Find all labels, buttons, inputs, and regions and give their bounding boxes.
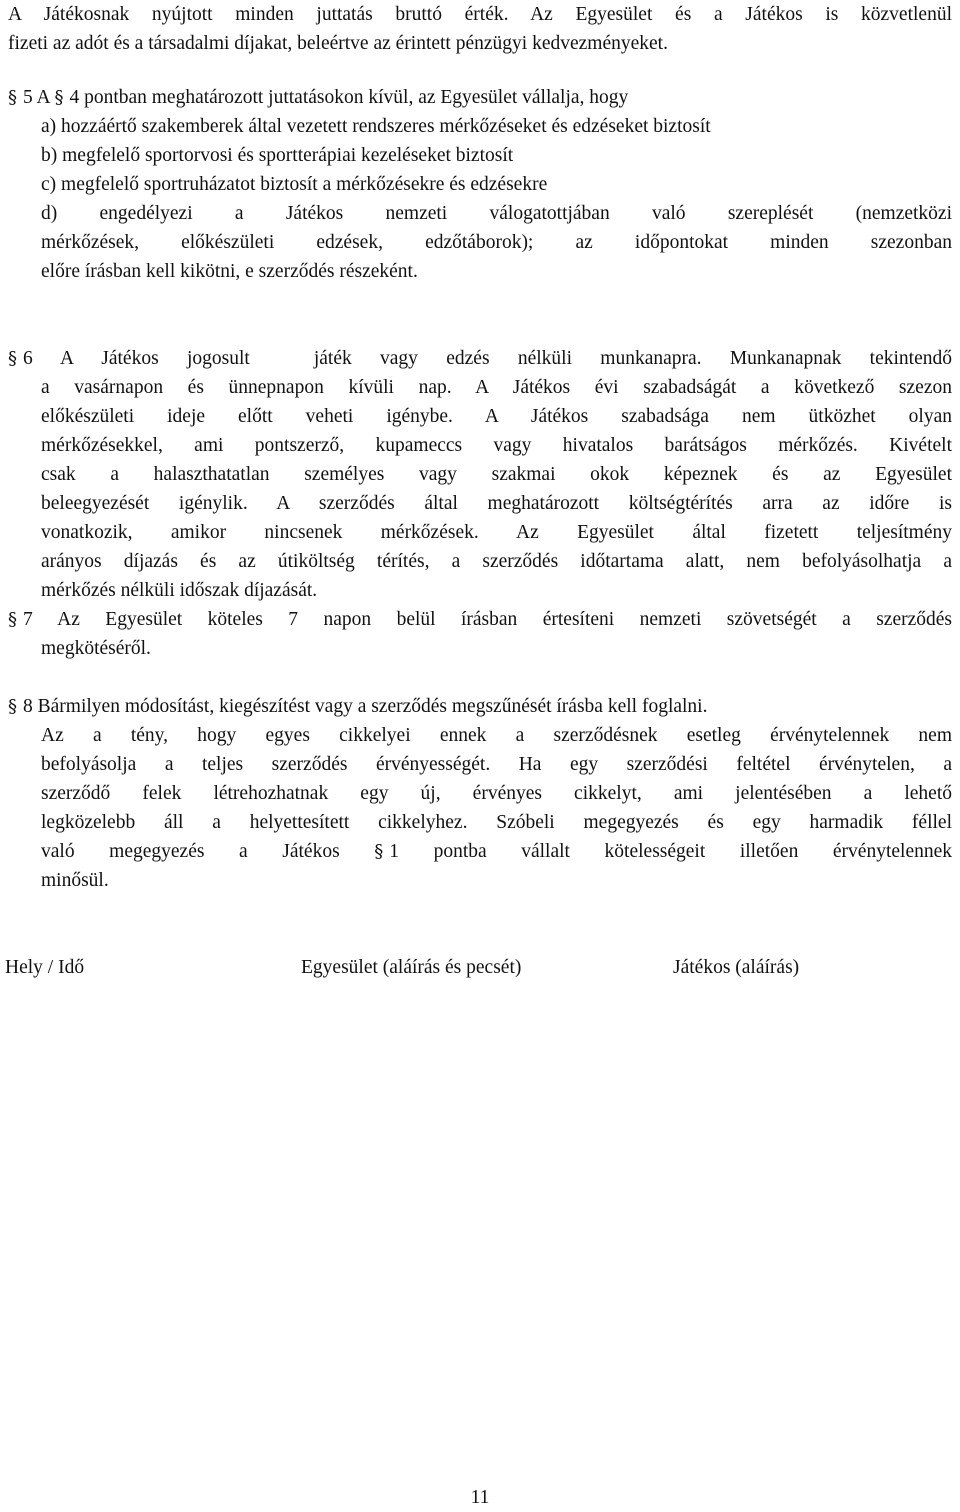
- section-5-item-d-line-3: előre írásban kell kikötni, e szerződés részeként.: [41, 261, 418, 282]
- section-8-line-3: befolyásolja a teljes szerződés érvényességét. Ha egy szerződési feltétel érvénytelen, a: [41, 754, 952, 775]
- section-6-heading-a: 6 A Játékos jogosult: [23, 348, 250, 369]
- section-7-line-1-text: 7 Az Egyesület köteles 7 napon belül írásban értesíteni nemzeti szövetségét a szerződés: [23, 609, 952, 630]
- signature-row: [5, 953, 945, 983]
- section-5-heading-a: 5 A: [23, 87, 50, 108]
- section-8: [8, 692, 952, 895]
- section-7: [8, 605, 952, 663]
- section-5-item-d-line-2: mérkőzések, előkészületi edzések, edzőtáborok); az időpontokat minden szezonban: [41, 232, 952, 253]
- page-number: 11: [470, 1487, 490, 1508]
- section-8-line-6a: való megegyezés a Játékos: [41, 841, 340, 862]
- section-8-line-4: szerződő felek létrehozhatnak egy új, érvényes cikkelyt, ami jelentésében a lehető: [41, 783, 952, 804]
- section-5-heading-b: 4 pontban meghatározott juttatásokon kívül, az Egyesület vállalja, hogy: [69, 87, 629, 108]
- section-6-heading-b: játék vagy edzés nélküli munkanapra. Munkanapnak tekintendő: [313, 348, 952, 369]
- section-symbol: §: [8, 87, 17, 108]
- section-symbol: §: [54, 87, 64, 108]
- intro-line-2: fizeti az adót és a társadalmi díjakat, beleértve az érintett pénzügyi kedvezményeket.: [8, 33, 668, 54]
- section-5-heading: [8, 83, 952, 112]
- section-8-line-1: [8, 692, 952, 721]
- section-6-line-5: csak a halaszthatatlan személyes vagy szakmai okok képeznek és az Egyesület: [41, 464, 952, 485]
- section-6: [8, 344, 952, 605]
- signature-club: Egyesület (aláírás és pecsét): [301, 957, 522, 978]
- section-symbol: §: [8, 609, 17, 630]
- intro-line-1: A Játékosnak nyújtott minden juttatás bruttó érték. Az Egyesület és a Játékos is közvetlenül: [8, 4, 952, 25]
- section-5-item-b: b) megfelelő sportorvosi és sportterápiai kezeléseket biztosít: [41, 145, 514, 166]
- section-8-line-1-text: 8 Bármilyen módosítást, kiegészítést vagy a szerződés megszűnését írásba kell foglalni.: [23, 696, 708, 717]
- section-6-line-8: arányos díjazás és az útiköltség térítés, a szerződés időtartama alatt, nem befolyásolhatja a: [41, 551, 952, 572]
- section-5-item-d-line-1: d) engedélyezi a Játékos nemzeti válogatottjában való szereplését (nemzetközi: [41, 203, 952, 224]
- section-5-item-c: c) megfelelő sportruházatot biztosít a mérkőzésekre és edzésekre: [41, 174, 548, 195]
- section-6-line-9: mérkőzés nélküli időszak díjazását.: [41, 580, 318, 601]
- intro-paragraph: [8, 0, 952, 58]
- section-6-line-4: mérkőzésekkel, ami pontszerző, kupameccs vagy hivatalos barátságos mérkőzés. Kivételt: [41, 435, 952, 456]
- section-8-line-6: [8, 837, 952, 866]
- section-6-line-3: előkészületi ideje előtt veheti igénybe. A Játékos szabadsága nem ütközhet olyan: [41, 406, 952, 427]
- section-6-line-1: [8, 344, 952, 373]
- section-symbol: §: [374, 841, 384, 862]
- signature-player: Játékos (aláírás): [673, 957, 800, 978]
- section-8-line-6b: 1 pontba vállalt kötelességeit illetően érvénytelennek: [389, 841, 953, 862]
- section-symbol: §: [8, 348, 17, 369]
- section-5-item-a: a) hozzáértő szakemberek által vezetett rendszeres mérkőzéseket és edzéseket biztosít: [41, 116, 711, 137]
- section-7-line-1: [8, 605, 952, 634]
- section-8-line-7: minősül.: [41, 870, 109, 891]
- signature-place-date: Hely / Idő: [5, 957, 85, 978]
- section-8-line-2: Az a tény, hogy egyes cikkelyei ennek a szerződésnek esetleg érvénytelennek nem: [41, 725, 952, 746]
- section-6-line-7: vonatkozik, amikor nincsenek mérkőzések. Az Egyesület által fizetett teljesítmény: [41, 522, 952, 543]
- section-symbol: §: [8, 696, 17, 717]
- section-8-line-5: legközelebb áll a helyettesített cikkelyhez. Szóbeli megegyezés és egy harmadik féllel: [41, 812, 952, 833]
- section-5: [8, 83, 952, 286]
- section-7-line-2: megkötéséről.: [41, 638, 151, 659]
- section-6-line-2: a vasárnapon és ünnepnapon kívüli nap. A Játékos évi szabadságát a következő szezon: [41, 377, 952, 398]
- section-6-line-6: beleegyezését igénylik. A szerződés által meghatározott költségtérítés arra az időre is: [41, 493, 952, 514]
